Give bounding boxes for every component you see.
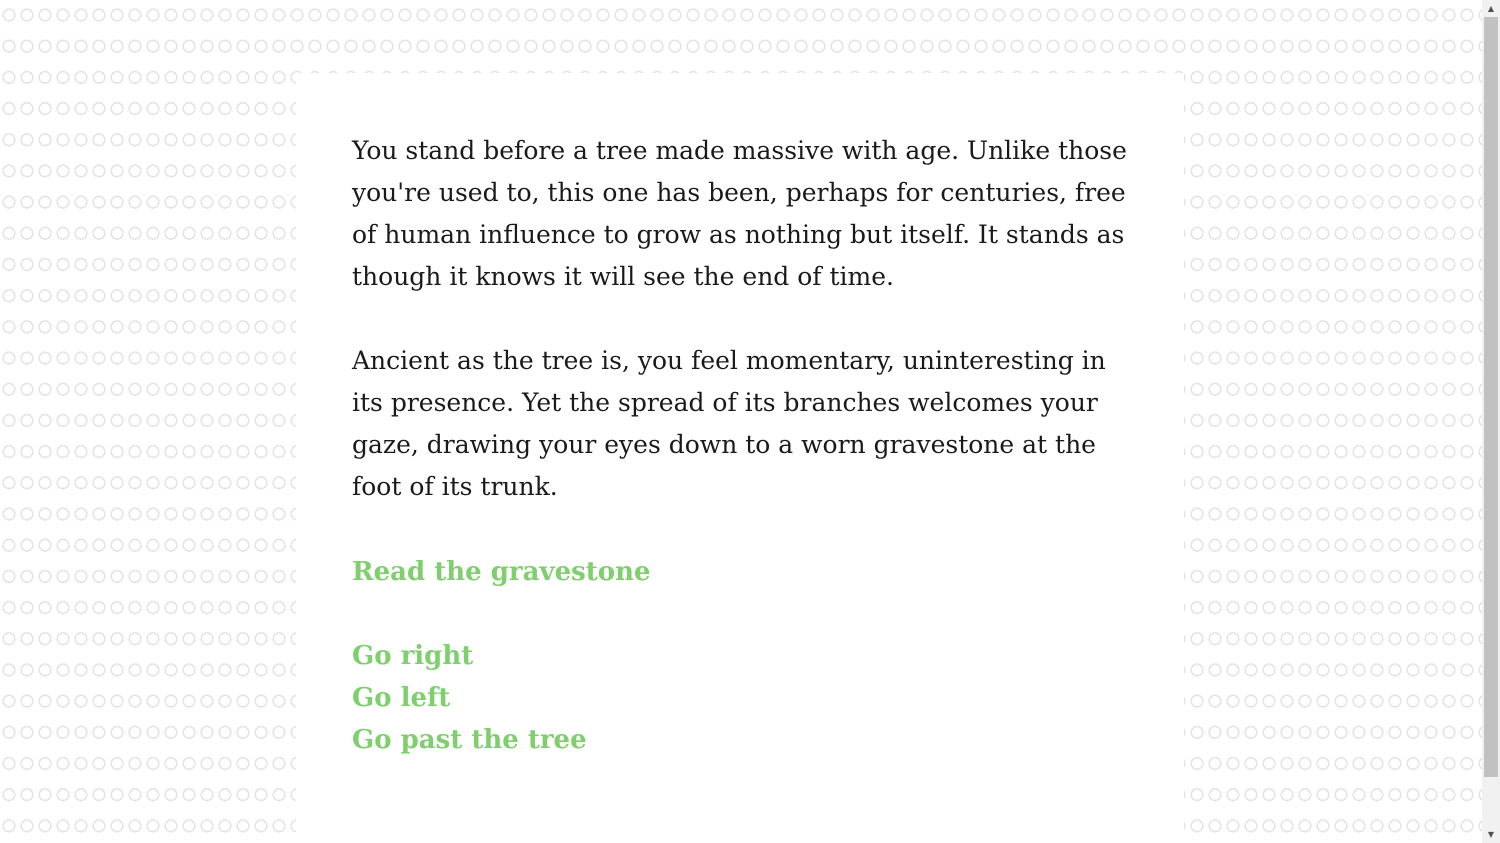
choice-go-left[interactable]: Go left [352, 683, 451, 713]
scrollbar-thumb[interactable] [1484, 17, 1498, 777]
choice-list [352, 551, 651, 761]
story-paragraph-2: Ancient as the tree is, you feel momentary, uninteresting in its presence. Yet the spread of its branches welcomes your gaze, drawing your eyes down to a worn gravestone at the foot of its trunk. [352, 346, 1106, 501]
triangle-up-icon[interactable]: ▲ [1487, 4, 1495, 13]
choice-spacer [352, 593, 651, 635]
choice-go-past-tree[interactable]: Go past the tree [352, 725, 587, 755]
choice-read-gravestone[interactable]: Read the gravestone [352, 557, 651, 587]
story-text [352, 130, 1142, 550]
story-paragraph-1: You stand before a tree made massive with age. Unlike those you're used to, this one has been, perhaps for centuries, free of human influence to grow as nothing but itself. It stands as though it knows it will see the end of time. [352, 136, 1127, 291]
choice-go-right[interactable]: Go right [352, 641, 474, 671]
vertical-scrollbar[interactable] [1482, 0, 1500, 843]
triangle-down-icon[interactable]: ▼ [1487, 830, 1495, 839]
